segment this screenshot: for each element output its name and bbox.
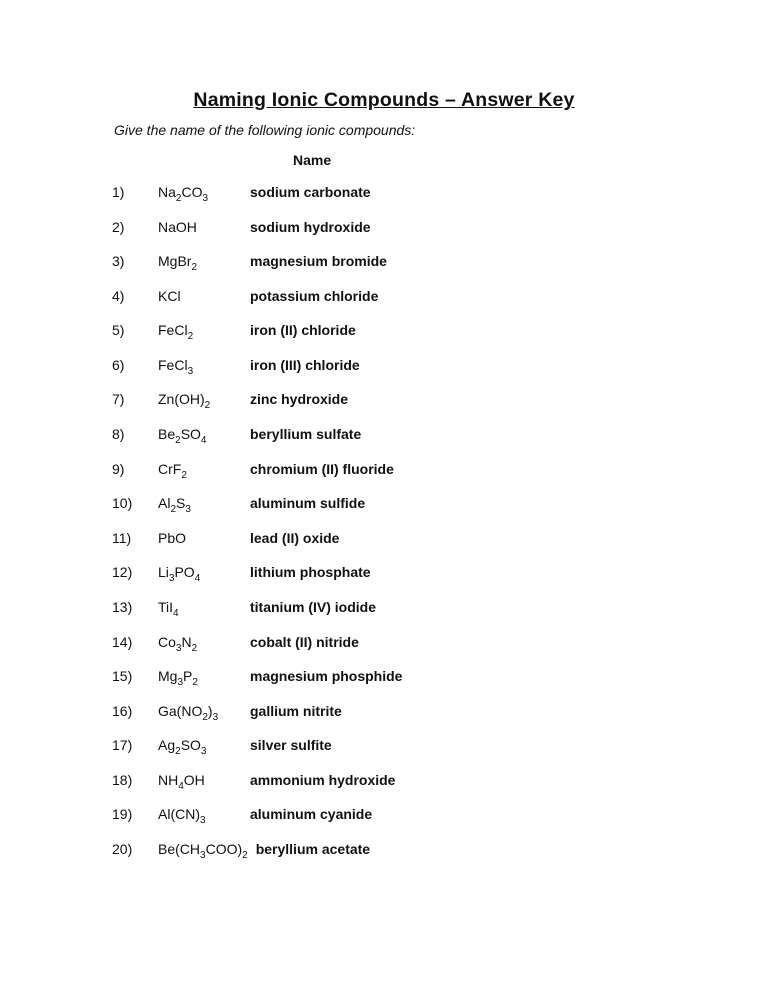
compound-name: beryllium sulfate bbox=[250, 426, 362, 443]
compound-name: aluminum cyanide bbox=[250, 806, 373, 823]
compound-row bbox=[112, 598, 376, 619]
compound-name: aluminum sulfide bbox=[250, 495, 366, 512]
row-number: 17) bbox=[112, 737, 133, 754]
compound-formula: FeCl$_3$ bbox=[158, 356, 194, 377]
compound-row bbox=[112, 495, 366, 516]
compound-formula: $Al(CN)_3$ bbox=[158, 806, 206, 827]
row-number: 16) bbox=[112, 702, 133, 719]
compound-formula: MgBr$_2$ bbox=[158, 253, 198, 273]
compound-formula: CrF$_2$ bbox=[158, 460, 187, 481]
name-column-header: Name bbox=[293, 152, 332, 168]
row-number: 18) bbox=[112, 771, 133, 788]
compound-name: gallium nitrite bbox=[250, 702, 342, 719]
compound-row bbox=[112, 737, 332, 758]
row-number: 2) bbox=[112, 218, 125, 235]
row-number: 11) bbox=[112, 529, 132, 546]
compound-formula: $NH_4OH$ bbox=[158, 771, 205, 792]
row-number: 3) bbox=[112, 253, 125, 270]
compound-name: sodium carbonate bbox=[250, 184, 371, 200]
compound-name: iron (II) chloride bbox=[250, 322, 356, 339]
compound-row bbox=[112, 771, 396, 792]
row-number: 5) bbox=[112, 322, 125, 339]
compound-row bbox=[112, 391, 349, 412]
compound-name: magnesium bromide bbox=[250, 253, 387, 270]
row-number: 15) bbox=[112, 668, 133, 685]
compound-formula: FeCl$_2$ bbox=[158, 322, 194, 343]
compound-name: beryllium acetate bbox=[255, 841, 371, 858]
compound-formula: $Mg_3P_2$ bbox=[158, 668, 198, 688]
compound-row bbox=[112, 356, 360, 377]
compound-name: lead (II) oxide bbox=[250, 529, 340, 546]
compound-formula: $Na_2CO_3$ bbox=[158, 184, 209, 204]
compound-row bbox=[112, 564, 371, 585]
compound-row bbox=[112, 426, 362, 446]
row-number: 8) bbox=[112, 426, 125, 443]
compound-row bbox=[112, 633, 359, 654]
page-title: Naming Ionic Compounds – Answer Key bbox=[193, 89, 575, 111]
row-number: 4) bbox=[112, 287, 125, 304]
compound-formula: $Co_3N_2$ bbox=[158, 633, 198, 654]
compound-formula: $Be(CH_3COO)_2$ bbox=[158, 841, 248, 861]
compound-name: chromium (II) fluoride bbox=[250, 460, 394, 477]
compound-list bbox=[112, 184, 748, 884]
compound-name: lithium phosphate bbox=[250, 564, 371, 581]
instruction-text: Give the name of the following ionic compounds: bbox=[114, 122, 416, 138]
row-number: 20) bbox=[112, 841, 133, 858]
compound-name: silver sulfite bbox=[250, 737, 332, 754]
compound-formula: $Ag_2SO_3$ bbox=[158, 737, 207, 758]
compound-row bbox=[112, 322, 356, 343]
compound-formula: NaOH bbox=[158, 218, 197, 235]
compound-formula: $Zn(OH)_2$ bbox=[158, 391, 211, 412]
row-number: 1) bbox=[112, 184, 125, 200]
row-number: 19) bbox=[112, 806, 133, 823]
compound-formula: KCl bbox=[158, 287, 181, 304]
row-number: 7) bbox=[112, 391, 125, 408]
compound-row bbox=[112, 806, 373, 827]
row-number: 9) bbox=[112, 460, 125, 477]
row-number: 12) bbox=[112, 564, 133, 581]
compound-name: sodium hydroxide bbox=[250, 218, 371, 235]
compound-formula: PbO bbox=[158, 529, 187, 546]
compound-row bbox=[112, 288, 378, 305]
compound-row bbox=[112, 184, 371, 204]
compound-row bbox=[112, 253, 387, 273]
compound-formula: $Ga(NO_2)_3$ bbox=[158, 702, 219, 723]
compound-name: ammonium hydroxide bbox=[250, 771, 396, 788]
compound-name: zinc hydroxide bbox=[250, 391, 349, 408]
compound-row bbox=[112, 841, 371, 861]
compound-formula: $Li_3PO_4$ bbox=[158, 564, 201, 585]
compound-formula: $Be_2SO_4$ bbox=[158, 426, 207, 446]
compound-name: magnesium phosphide bbox=[250, 668, 403, 685]
row-number: 10) bbox=[112, 495, 133, 512]
compound-name: iron (III) chloride bbox=[250, 356, 360, 373]
compound-formula: TiI$_4$ bbox=[158, 598, 179, 619]
compound-row bbox=[112, 702, 342, 723]
compound-row bbox=[112, 219, 371, 236]
compound-name: potassium chloride bbox=[250, 287, 379, 304]
compound-row bbox=[112, 460, 394, 481]
compound-formula: $Al_2S_3$ bbox=[158, 495, 191, 516]
compound-name: titanium (IV) iodide bbox=[250, 598, 376, 615]
row-number: 6) bbox=[112, 356, 125, 373]
compound-row bbox=[112, 668, 403, 688]
compound-row bbox=[112, 530, 339, 547]
row-number: 13) bbox=[112, 598, 133, 615]
compound-name: cobalt (II) nitride bbox=[250, 633, 359, 650]
row-number: 14) bbox=[112, 633, 133, 650]
